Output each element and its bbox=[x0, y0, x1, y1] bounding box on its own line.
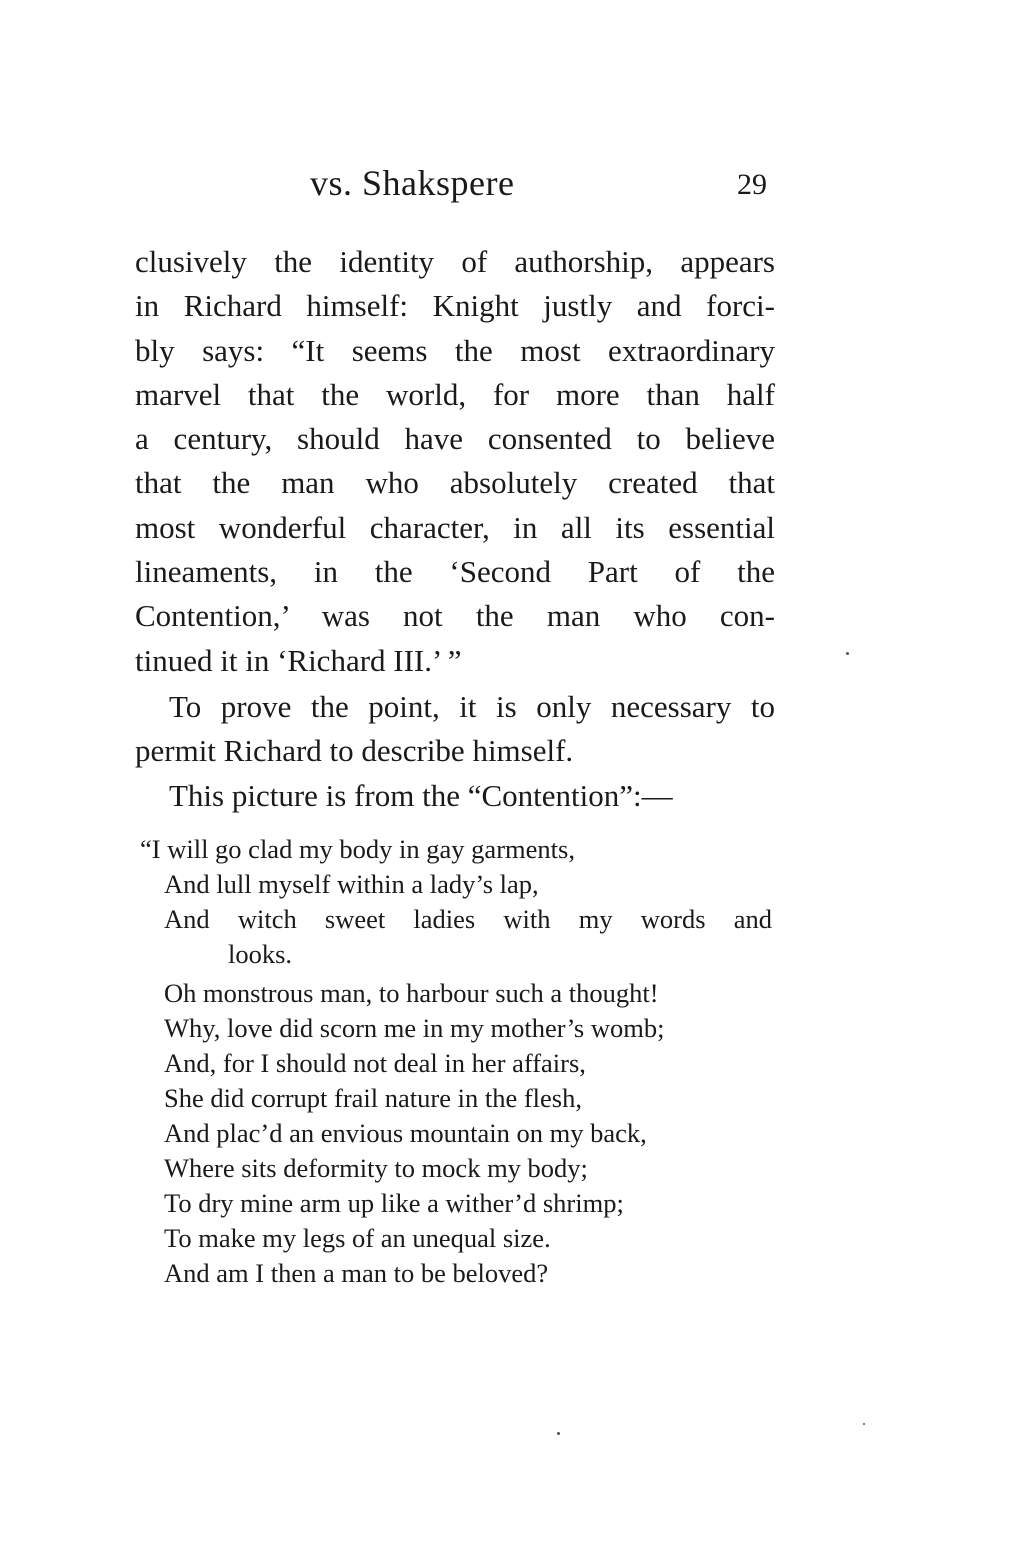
paragraph-picture-intro bbox=[135, 774, 775, 818]
text-line: marvel that the world, for more than half bbox=[135, 376, 775, 412]
text-line: tinued it in ‘Richard III.’ ” bbox=[135, 642, 462, 678]
verse-quotation bbox=[140, 832, 780, 1291]
verse-line: And, for I should not deal in her affairs, bbox=[164, 1048, 586, 1078]
text-line: bly says: “It seems the most extraordinary bbox=[135, 332, 775, 368]
text-line: most wonderful character, in all its essential bbox=[135, 509, 775, 545]
print-speck bbox=[557, 1432, 560, 1435]
verse-line: Oh monstrous man, to harbour such a thought! bbox=[164, 978, 659, 1008]
text-line: clusively the identity of authorship, appears bbox=[135, 244, 775, 279]
text-line: lineaments, in the ‘Second Part of the bbox=[135, 554, 775, 590]
text-line: Contention,’ was not the man who con- bbox=[135, 598, 775, 634]
text-line: in Richard himself: Knight justly and forci- bbox=[135, 288, 775, 324]
verse-line: And am I then a man to be beloved? bbox=[164, 1258, 549, 1288]
verse-line: “I will go clad my body in gay garments, bbox=[140, 834, 575, 864]
print-speck bbox=[846, 652, 849, 655]
page-header bbox=[135, 162, 775, 212]
text-line: a century, should have consented to believe bbox=[135, 421, 775, 457]
text-line: that the man who absolutely created that bbox=[135, 465, 775, 501]
running-head: vs. Shakspere bbox=[310, 163, 515, 203]
verse-line: And lull myself within a lady’s lap, bbox=[164, 869, 539, 899]
body-text bbox=[135, 240, 775, 818]
verse-line-turnover: looks. bbox=[228, 939, 293, 969]
verse-line: Why, love did scorn me in my mother’s womb; bbox=[164, 1013, 665, 1043]
verse-line: To dry mine arm up like a wither’d shrimp; bbox=[164, 1188, 624, 1218]
verse-line: And witch sweet ladies with my words and bbox=[164, 904, 772, 934]
verse-line: To make my legs of an unequal size. bbox=[164, 1223, 551, 1253]
paragraph-prove-point bbox=[135, 685, 775, 774]
verse-line: Where sits deformity to mock my body; bbox=[164, 1153, 588, 1183]
print-speck bbox=[863, 1423, 865, 1425]
page-number: 29 bbox=[737, 168, 767, 201]
paragraph-knight-quote bbox=[135, 240, 775, 683]
text-line: permit Richard to describe himself. bbox=[135, 733, 574, 769]
text-line: This picture is from the “Contention”:— bbox=[169, 777, 673, 813]
verse-line: And plac’d an envious mountain on my back, bbox=[164, 1118, 647, 1148]
verse-line: She did corrupt frail nature in the flesh, bbox=[164, 1083, 582, 1113]
text-line: To prove the point, it is only necessary to bbox=[169, 688, 775, 724]
